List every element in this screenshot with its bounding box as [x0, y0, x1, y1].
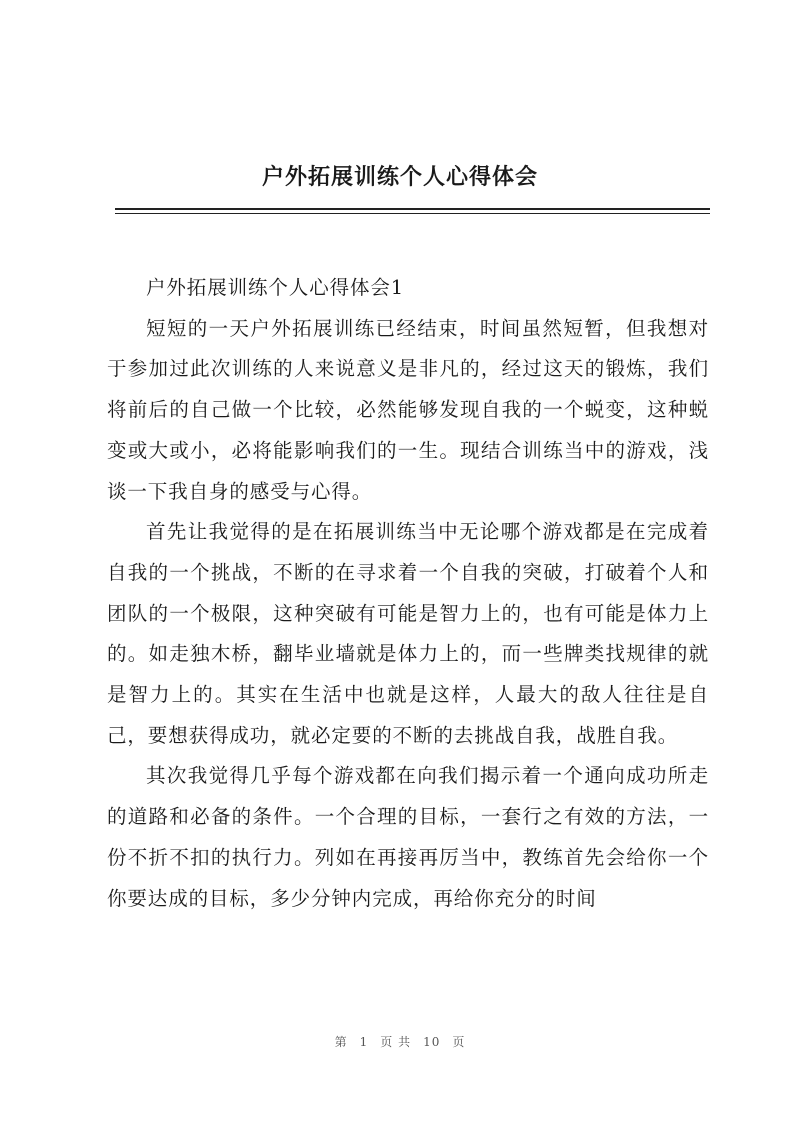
- paragraph-1: 短短的一天户外拓展训练已经结束，时间虽然短暂，但我想对于参加过此次训练的人来说意义是非凡的，经过这天的锻炼，我们将前后的自己做一个比较，必然能够发现自我的一个蜕变，这种蜕变或大或小，必将能影响我们的一生。现结合训练当中的游戏，浅谈一下我自身的感受与心得。: [107, 316, 709, 503]
- paragraph-3: 其次我觉得几乎每个游戏都在向我们揭示着一个通向成功所走的道路和必备的条件。一个合理的目标，一套行之有效的方法，一份不折不扣的执行力。列如在再接再厉当中，教练首先会给你一个你要达成的目标，多少分钟内完成，再给你充分的时间: [107, 764, 709, 910]
- page-footer: [0, 1033, 800, 1050]
- title-divider-thin: [115, 213, 710, 214]
- document-body: [107, 268, 709, 919]
- footer-current-page: 1: [359, 1035, 369, 1049]
- page-title: 户外拓展训练个人心得体会: [261, 164, 538, 190]
- title-divider: [115, 208, 710, 210]
- footer-label-pages: 页: [452, 1035, 466, 1049]
- footer-total-pages: 10: [423, 1035, 441, 1049]
- footer-label-page: 第: [334, 1035, 348, 1049]
- footer-label-of: 页 共: [380, 1035, 412, 1049]
- paragraph-2: 首先让我觉得的是在拓展训练当中无论哪个游戏都是在完成着自我的一个挑战，不断的在寻求着一个自我的突破，打破着个人和团队的一个极限，这种突破有可能是智力上的，也有可能是体力上的。如走独木桥，翻毕业墙就是体力上的，而一些牌类找规律的就是智力上的。其实在生活中也就是这样，人最大的敌人往往是自己，要想获得成功，就必定要的不断的去挑战自我，战胜自我。: [107, 520, 709, 747]
- section-heading: 户外拓展训练个人心得体会1: [146, 276, 405, 299]
